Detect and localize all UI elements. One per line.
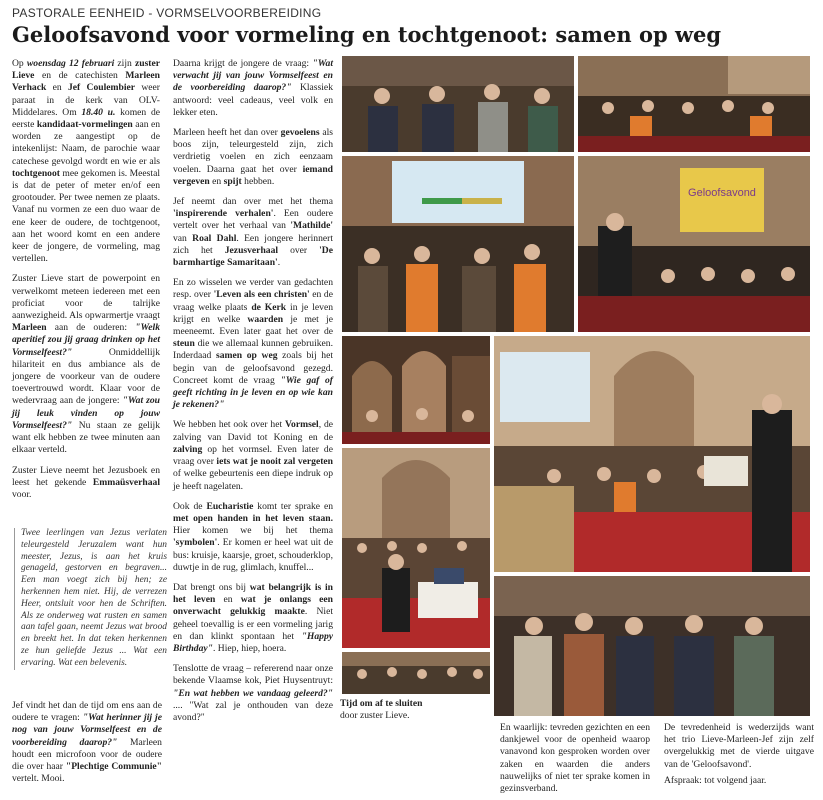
caption-trio [664,722,814,787]
photo-church-audience-wide [578,56,810,152]
article-column-2 [173,58,333,732]
paragraph-intro: Op woensdag 12 februari zijn zuster Lieve en de catechisten Marleen Verhack en Jef Coulembier weer paraat in de kerk van OLV-Middelares. Om 18.40 u. komen de eerste kandidaat-vormelingen aan en worden ze aangestipt op de intekenlijst: Naam, de parochie waar catechese gevolgd wordt en wie er als tochtgenoot mee gekomen is. Meestal is dat de peter of meter en/of een grootouder. Per twee nemen ze plaats. Vanaf nu vormen ze een duo waar de ene keer de oudere, de tochtgenoot, aan het woord komt en een andere keer de jongere, de vormeling, mag vertellen. [12,58,161,265]
paragraph-emmaus: Zuster Lieve neemt het Jezusboek en leest het gekende Emmaüsverhaal voor. [12,464,160,500]
photo-presenter-screen-audience [578,156,810,332]
caption-closing [340,698,490,722]
photo-presenter-laptop [342,448,490,648]
article-column-1-bottom [12,700,162,793]
caption-appointment: Afspraak: tot volgend jaar. [664,774,767,786]
paragraph-eucharistie: Ook de Eucharistie komt ter sprake en met open handen in het leven staan. Hier komen we bij het thema 'symbolen'. Er komen er heel wat uit de bus: kruisje, kaarsje, groet, schouderklop, duwtje in de rug, glimlach, knuffel... [173,500,333,573]
paragraph-closing: Tenslotte de vraag – refererend naar onze bekende Vlaamse kok, Piet Huysentruyt: "En wat hebben we vandaag geleerd?" .... "Wat zal je onthouden van deze avond?" [173,663,333,723]
paragraph-powerpoint: Zuster Lieve start de powerpoint en verwelkomt meteen iedereen met een proficiat voor de talrijke aanwezigheid. Als opwarmertje vraagt Marleen aan de ouderen: "Welk aperitief zou jij graag drinken op het Vormselfeest?" Onmiddellijk hilariteit en dus ambiance als de jongere de voorkeur van de oudere toevertrouwd wordt. Klaar voor de wedervraag aan de jongere: "Wat zou jij leuk vinden op jouw Vormselfeest?" Nu staan ze gelijk want elk hebben ze twee minuten aan elkaar verteld. [12,273,160,456]
photo-presenter-wide-nave [494,336,810,572]
article-headline: Geloofsavond voor vormeling en tochtgenoot: samen op weg [12,22,722,47]
slide-title: Geloofsavond [688,187,756,199]
caption-satisfied: En waarlijk: tevreden gezichten en een dankjewel voor de openheid waarop vanavond kon gesproken worden over zaken en waarden die anders nauwelijks of niet ter sprake komen in gezinsverband. [500,722,650,795]
emmaus-quote: Twee leerlingen van Jezus verlaten teleurgesteld Jeruzalem want hun meester, Jezus, is aan het kruis genageld, gestorven en begraven... Een man voegt zich bij hen; ze herkennen hem niet. Hij, de verrezen Heer, ontsluit voor hen de Schriften. Als ze onderweg wat rusten en samen aan tafel gaan, neemt Jezus wat brood en breekt het. In dat teken herkennen ze hun geliefde Jezus ... Wat een ervaring. Wat een belevenis. [14,528,167,670]
photo-projection-slide-audience [342,156,574,332]
section-kicker: PASTORALE EENHEID - VORMSELVOORBEREIDING [12,6,322,20]
photo-audience-front-rows [342,56,574,152]
photo-audience-rows-bottom [342,652,490,694]
article-column-1 [12,58,160,509]
paragraph-feelings: Marleen heeft het dan over gevoelens als boos zijn, teleurgesteld zijn, zich verdrietig voelen en zich eenzaam voelen. Daarna gaat het over iemand vergeven en spijt hebben. [173,127,333,187]
paragraph-stories: Jef neemt dan over met het thema 'inspirerende verhalen'. Een oudere vertelt over het verhaal van 'Mathilde' van Roal Dahl. Een jongere herinnert zich het Jezusverhaal over 'De barmhartige Samaritaan'. [173,196,333,269]
paragraph-question: Jef vindt het dan de tijd om ens aan de oudere te vragen: "Wat herinner jij je nog van jouw Vormselfeest en de voorbereiding daarop?" Marleen houdt een microfoon voor de oudere die over haar "Plechtige Communie" vertelt. Mooi. [12,700,162,785]
paragraph-expectation: Daarna krijgt de jongere de vraag: "Wat verwacht jij van jouw Vormselfeest en de voorbereiding daarop?" Klassiek antwoord: veel cadeaus, veel volk en lekker eten. [173,58,333,118]
paragraph-important: Dat brengt ons bij wat belangrijk is in het leven en wat je onlangs een onverwacht gelukkig maakte. Niet geheel toevallig is er een vormeling jarig en dan klinkt spontaan het "Happy Birthday". Hiep, hiep, hoera. [173,581,333,654]
photo-church-interior-arches [342,336,490,444]
caption-trio-text: De tevredenheid is wederzijds want het trio Lieve-Marleen-Jef zijn zelf overgelukkig met de vierde uitgave van de 'Geloofsavond'. [664,722,814,770]
paragraph-vormsel: We hebben het ook over het Vormsel, de zalving van David tot Koning en de zalving op het vormsel. Even later de vraag over iets wat je nooit zal vergeten of welke gebeurtenis een diepe indruk op je heeft nagelaten. [173,419,333,492]
caption-closing-lead: Tijd om af te sluiten [340,698,423,709]
paragraph-values: En zo wisselen we verder van gedachten resp. over 'Leven als een christen' en de vraag welke plaats de Kerk in je leven krijgt en welke waarden je met je meeneemt. Even later gaat het over de steun die we allemaal kunnen gebruiken. Inderdaad samen op weg zoals bij het begin van de geloofsavond gezegd. Concreet komt de vraag "Wie gaf of geeft richting in je leven en op wie kan je rekenen?" [173,277,333,411]
photo-participants-seated [494,576,810,716]
caption-closing-text: door zuster Lieve. [340,710,410,722]
